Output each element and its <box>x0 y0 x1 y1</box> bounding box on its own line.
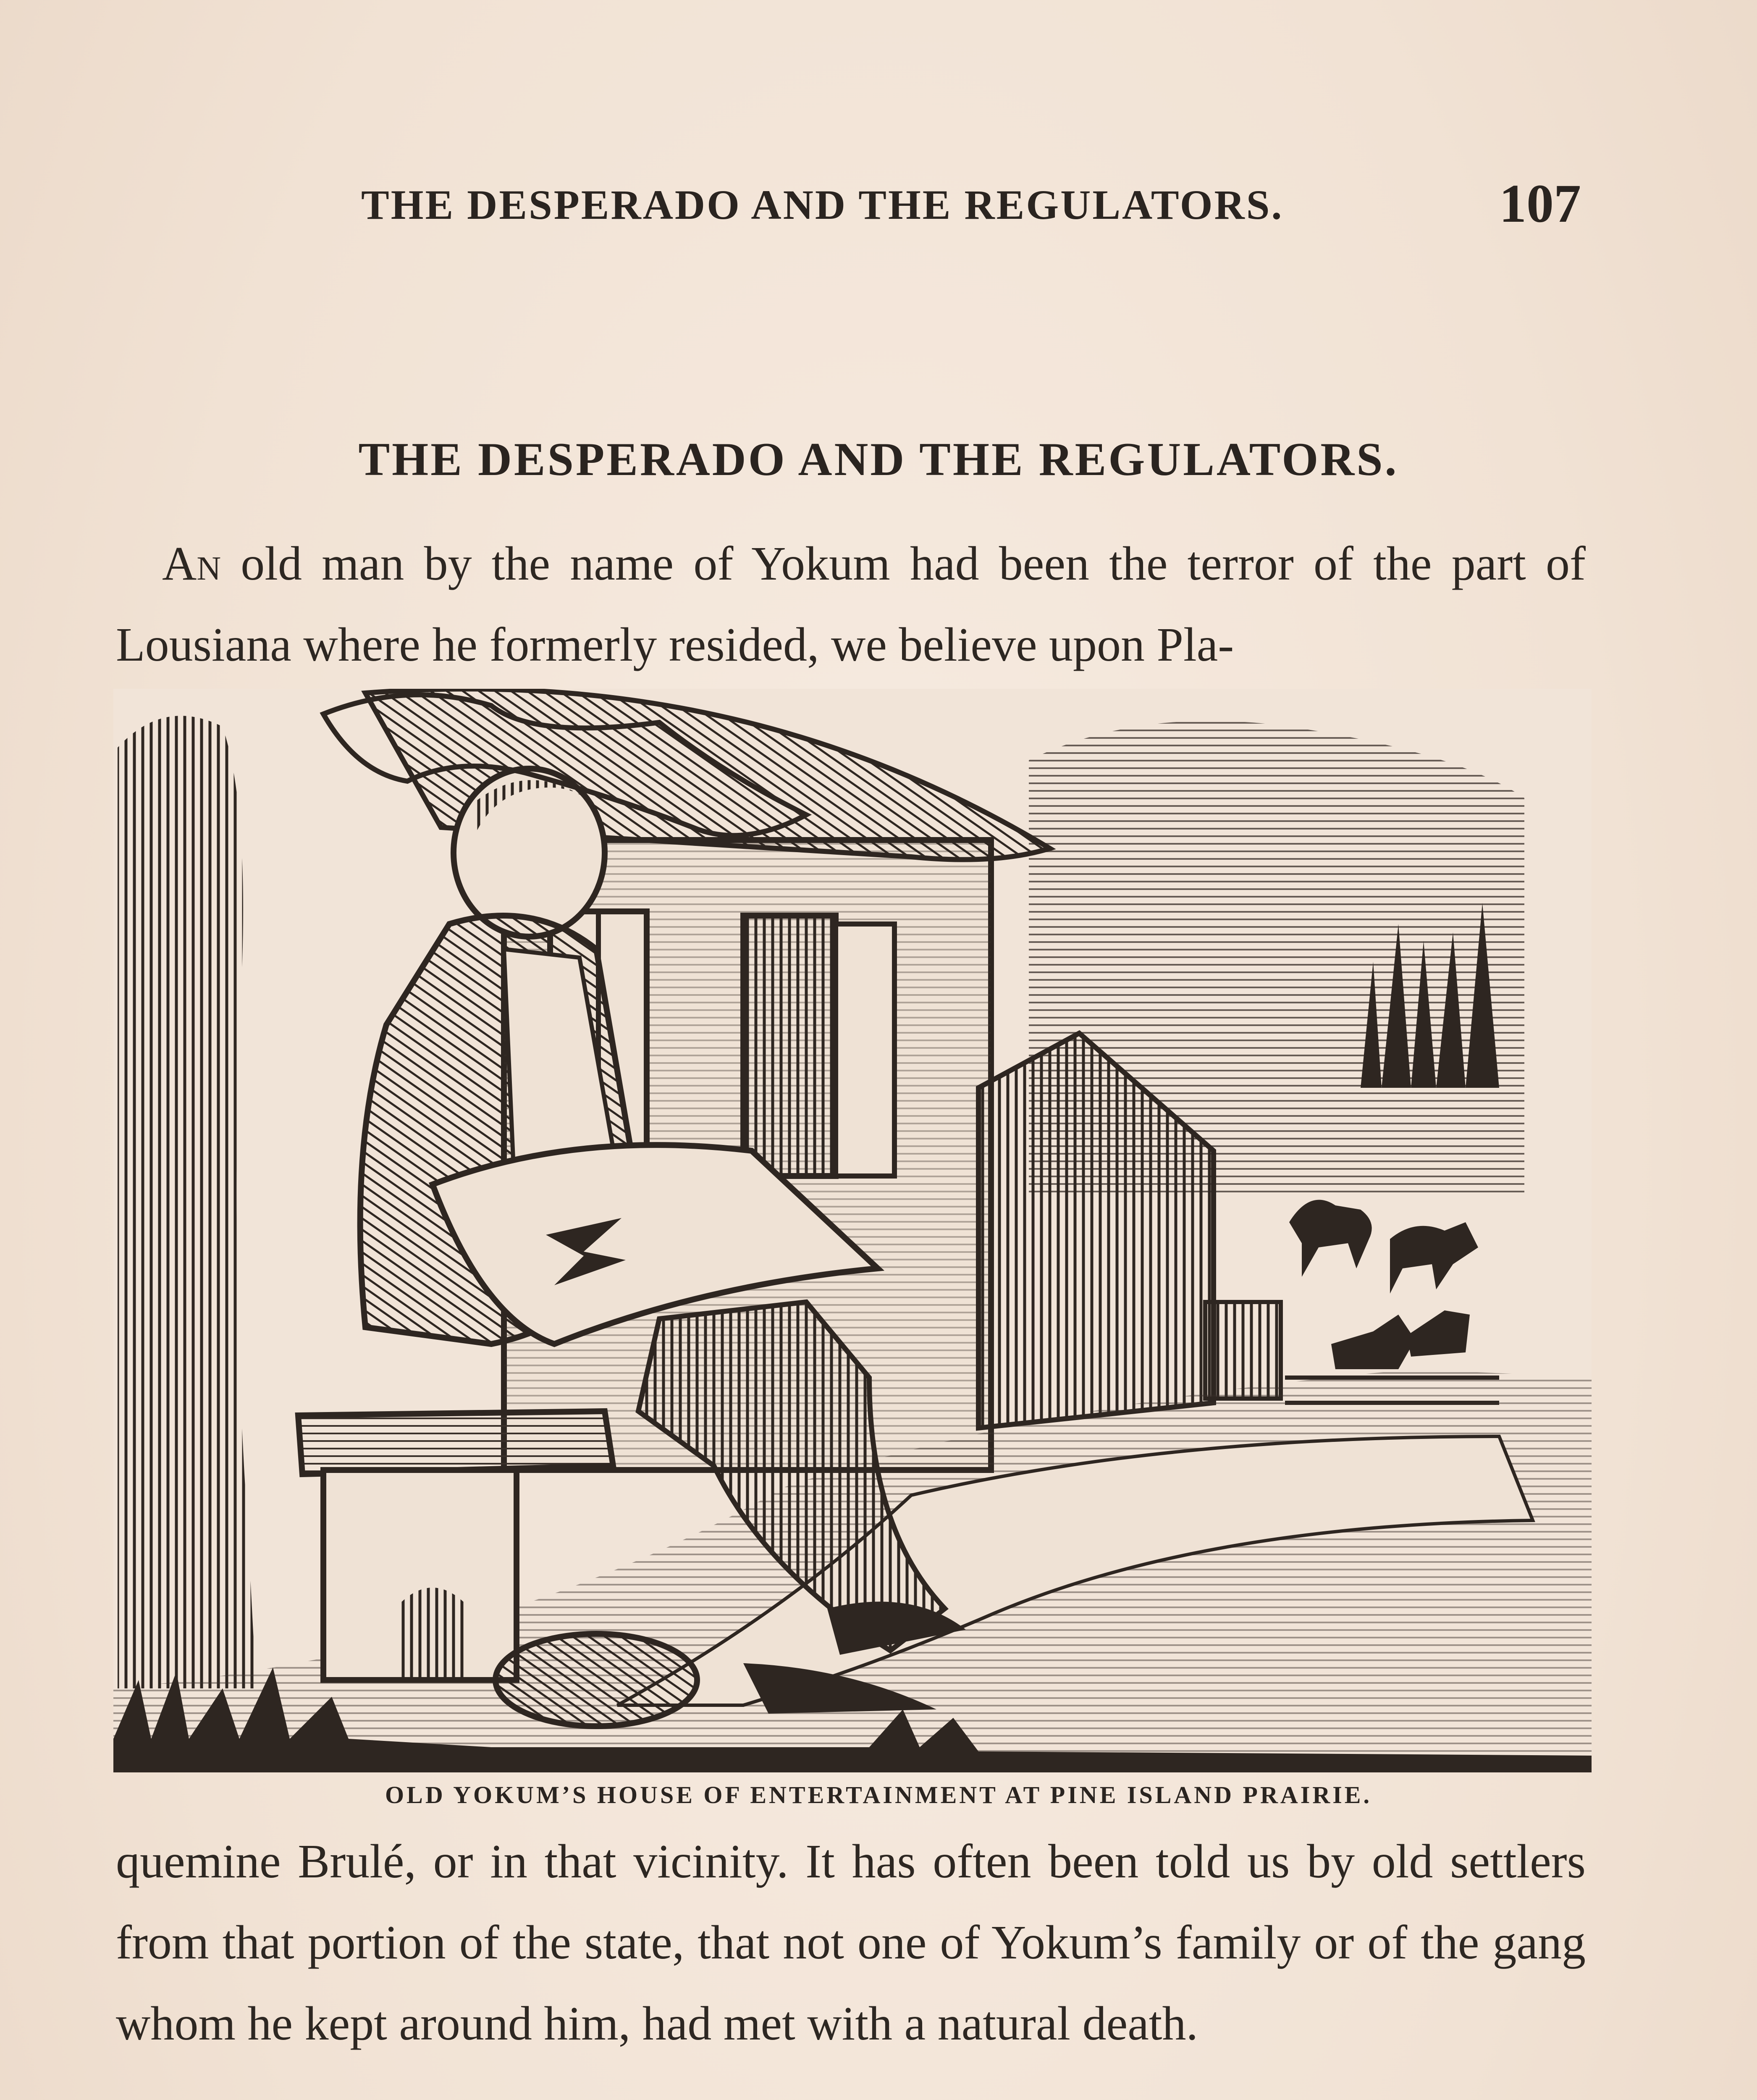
article-title: THE DESPERADO AND THE REGULATORS. <box>358 433 1399 486</box>
paragraph-1-text: old man by the name of Yokum had been the terror of the part of Lousiana where he formerly resided, we believe upon Pla- <box>116 537 1586 671</box>
page-number: 107 <box>1499 173 1581 234</box>
window-right <box>743 916 836 1176</box>
paragraph-1 <box>116 523 1586 685</box>
tree-trunk <box>118 716 256 1688</box>
window-shutter <box>836 924 894 1176</box>
running-head: THE DESPERADO AND THE REGULATORS. <box>361 181 1284 228</box>
fence <box>1205 1302 1281 1399</box>
illustration-caption: OLD YOKUM’S HOUSE OF ENTERTAINMENT AT PINE ISLAND PRAIRIE. <box>385 1781 1372 1809</box>
bench <box>298 1411 613 1474</box>
hat <box>496 1634 697 1726</box>
drop-word: An <box>162 537 221 590</box>
paragraph-2: quemine Brulé, or in that vicinity. It has often been told us by old settlers from that portion of the state, that not one of Yokum’s family or of the gang whom he kept around him, had met with a natural death. <box>116 1835 1586 2050</box>
woodcut-illustration <box>113 689 1592 1772</box>
